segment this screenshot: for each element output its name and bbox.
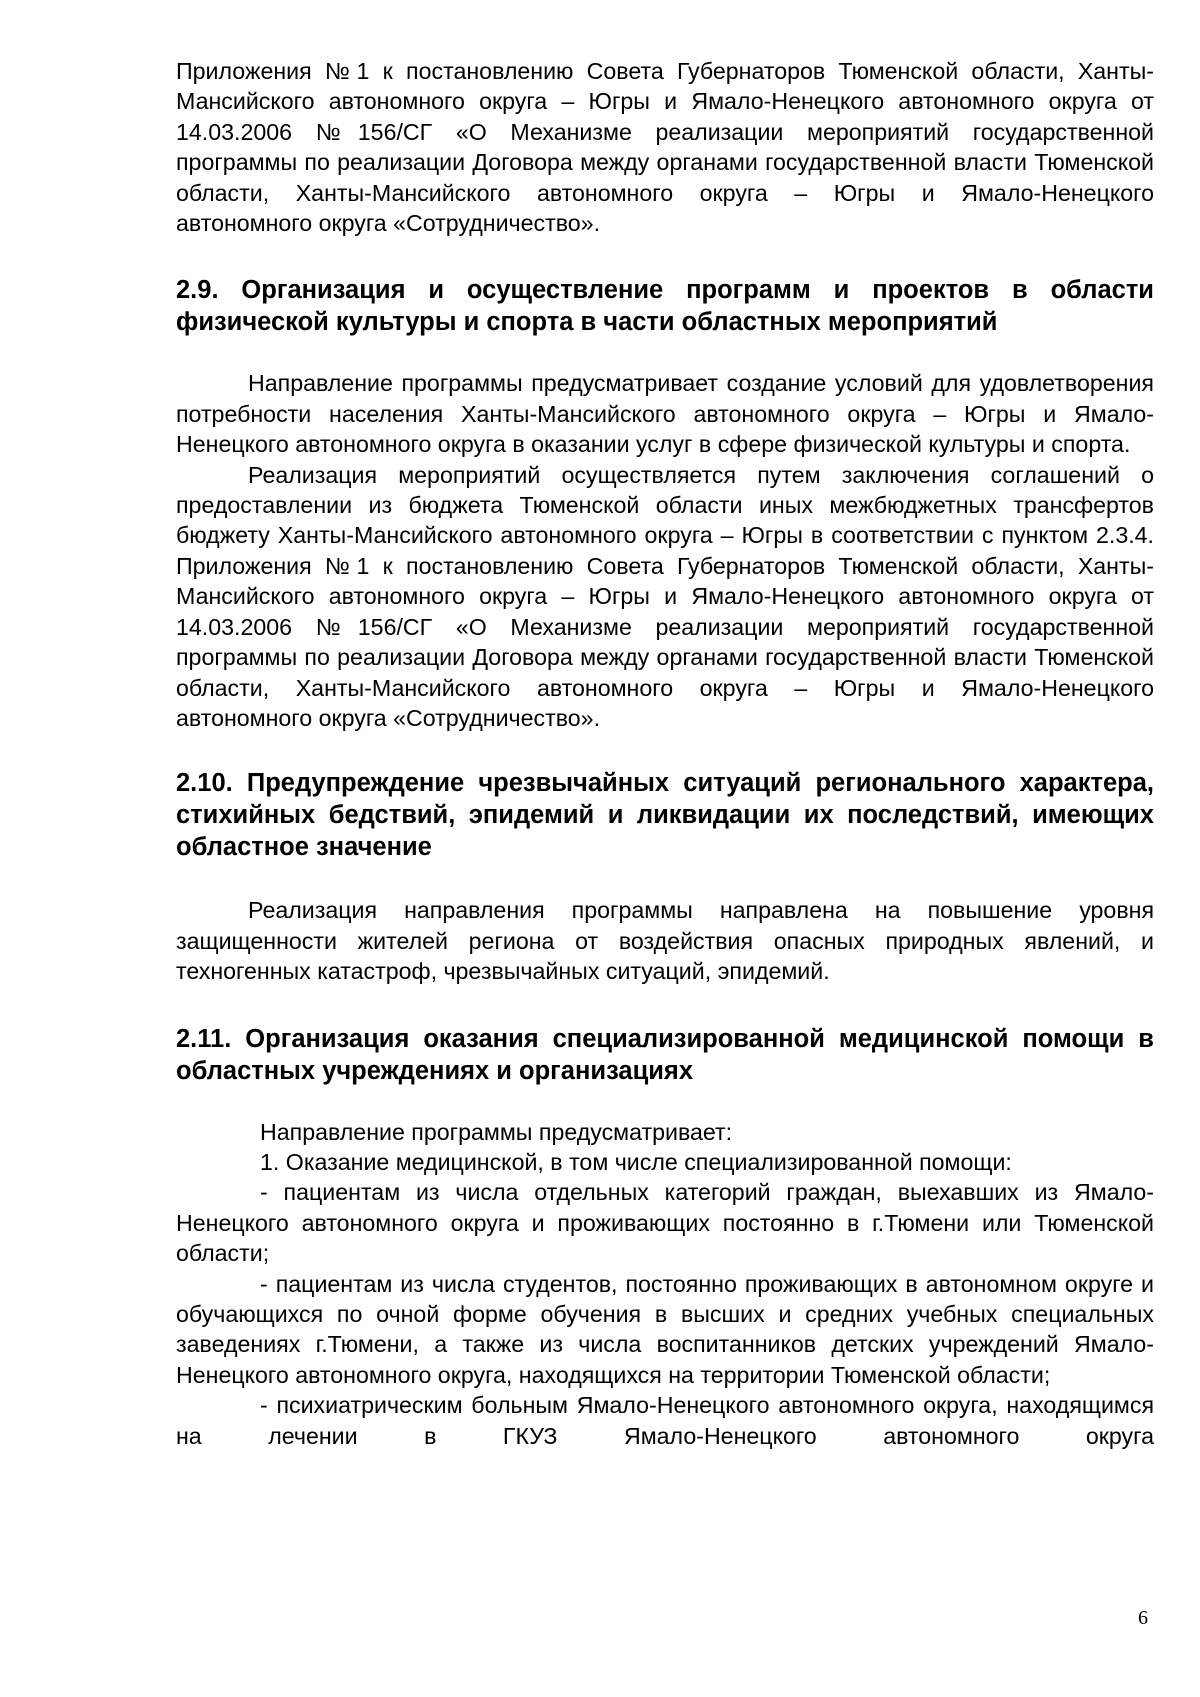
section-2-10-paragraph-1: Реализация направления программы направлена на повышение уровня защищенности жителей региона от воздействия опасных природных явлений, и техногенных катастроф, чрезвычайных ситуаций, эпидемий.: [176, 897, 1154, 985]
section-2-9-paragraph-1: Направление программы предусматривает создание условий для удовлетворения потребности населения Ханты-Мансийского автономного округа – Югры и Ямало-Ненецкого автономного округа в оказании услуг в сфере физической культуры и спорта.: [176, 370, 1154, 458]
intro-paragraph: Приложения №1 к постановлению Совета Губернаторов Тюменской области, Ханты-Мансийского автономного округа – Югры и Ямало-Ненецкого автономного округа от 14.03.2006 №156/СГ «О Механизме реализации мероприятий государственной программы по реализации Договора между органами государственной власти Тюменской области, Ханты-Мансийского автономного округа – Югры и Ямало-Ненецкого автономного округа «Сотрудничество».: [176, 58, 1154, 237]
section-2-11-list-item-3: - психиатрическим больным Ямало-Ненецкого автономного округа, находящимся на лечении в ГКУЗ Ямало-Ненецкого автономного округа: [176, 1392, 1154, 1449]
section-2-11-paragraph-1: Направление программы предусматривает:: [260, 1118, 733, 1145]
section-2-11-list-item-2: - пациентам из числа студентов, постоянно проживающих в автономном округе и обучающихся по очной форме обучения в высших и средних учебных специальных заведениях г.Тюмени, а также из числа воспитанников детских учреждений Ямало-Ненецкого автономного округа, находящихся на территории Тюменской области;: [176, 1270, 1154, 1388]
section-2-9-paragraph-2: Реализация мероприятий осуществляется путем заключения соглашений о предоставлении из бюджета Тюменской области иных межбюджетных трансфертов бюджету Ханты-Мансийского автономного округа – Югры в соответствии с пунктом 2.3.4. Приложения №1 к постановлению Совета Губернаторов Тюменской области, Ханты-Мансийского автономного округа – Югры и Ямало-Ненецкого автономного округа от 14.03.2006 №156/СГ «О Механизме реализации мероприятий государственной программы по реализации Договора между органами государственной власти Тюменской области, Ханты-Мансийского автономного округа – Югры и Ямало-Ненецкого автономного округа «Сотрудничество».: [176, 461, 1154, 731]
section-2-11-list-item-1: - пациентам из числа отдельных категорий граждан, выехавших из Ямало-Ненецкого автономного округа и проживающих постоянно в г.Тюмени или Тюменской области;: [176, 1179, 1154, 1267]
section-2-11-paragraph-2: 1. Оказание медицинской, в том числе специализированной помощи:: [260, 1148, 1012, 1175]
section-2-10-heading: 2.10. Предупреждение чрезвычайных ситуаций регионального характера, стихийных бедствий, эпидемий и ликвидации их последствий, имеющих областное значение: [176, 769, 1154, 862]
section-2-9-heading: 2.9. Организация и осуществление программ и проектов в области физической культуры и спорта в части областных мероприятий: [176, 276, 1154, 337]
page-number: 6: [1138, 1607, 1148, 1629]
page-content: [176, 56, 1154, 1451]
section-2-11-heading: 2.11. Организация оказания специализированной медицинской помощи в областных учреждениях и организациях: [176, 1024, 1154, 1085]
